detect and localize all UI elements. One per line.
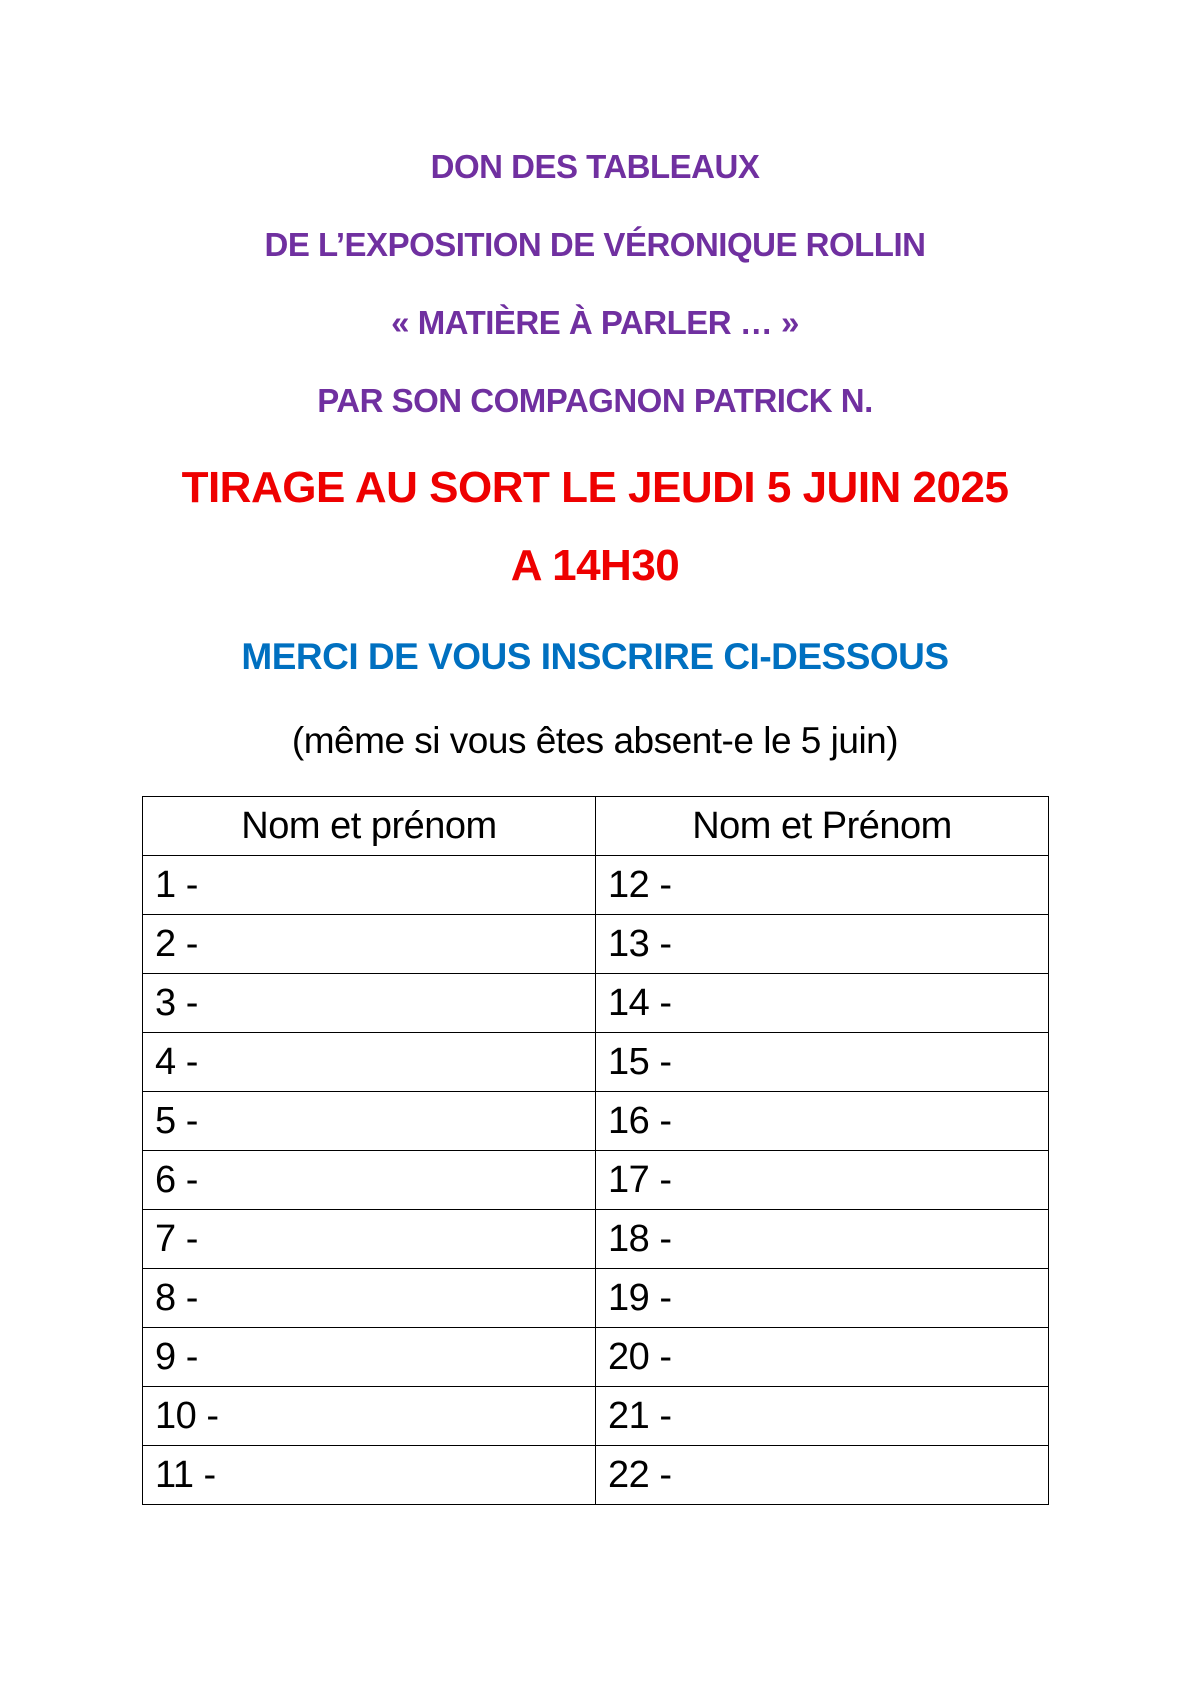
signup-cell[interactable]: 2 - xyxy=(143,915,596,974)
signup-cell[interactable]: 19 - xyxy=(596,1269,1049,1328)
signup-cell[interactable]: 13 - xyxy=(596,915,1049,974)
signup-note: (même si vous êtes absent-e le 5 juin) xyxy=(291,720,899,761)
exhibition-name: « MATIÈRE À PARLER … » xyxy=(391,304,799,341)
signup-cell[interactable]: 1 - xyxy=(143,856,596,915)
column-header-right: Nom et Prénom xyxy=(596,797,1049,856)
signup-table xyxy=(142,796,1049,1505)
table-row xyxy=(143,1269,1049,1328)
draw-time: A 14H30 xyxy=(510,541,680,590)
draw-date: TIRAGE AU SORT LE JEUDI 5 JUIN 2025 xyxy=(181,463,1009,512)
signup-cell[interactable]: 18 - xyxy=(596,1210,1049,1269)
table-row xyxy=(143,974,1049,1033)
table-row xyxy=(143,1387,1049,1446)
table-row xyxy=(143,1033,1049,1092)
title-line-4: PAR SON COMPAGNON PATRICK N. xyxy=(317,382,873,419)
signup-cell[interactable]: 7 - xyxy=(143,1210,596,1269)
title-line-1: DON DES TABLEAUX xyxy=(430,148,760,185)
signup-cell[interactable]: 9 - xyxy=(143,1328,596,1387)
table-row xyxy=(143,856,1049,915)
signup-cell[interactable]: 8 - xyxy=(143,1269,596,1328)
signup-cell[interactable]: 11 - xyxy=(143,1446,596,1505)
signup-cell[interactable]: 10 - xyxy=(143,1387,596,1446)
signup-cell[interactable]: 5 - xyxy=(143,1092,596,1151)
signup-cell[interactable]: 21 - xyxy=(596,1387,1049,1446)
signup-cell[interactable]: 14 - xyxy=(596,974,1049,1033)
signup-cell[interactable]: 22 - xyxy=(596,1446,1049,1505)
signup-cell[interactable]: 6 - xyxy=(143,1151,596,1210)
table-row xyxy=(143,1092,1049,1151)
table-row xyxy=(143,1446,1049,1505)
table-row xyxy=(143,1151,1049,1210)
table-row xyxy=(143,915,1049,974)
title-line-2: DE L’EXPOSITION DE VÉRONIQUE ROLLIN xyxy=(264,226,926,263)
table-header-row xyxy=(143,797,1049,856)
column-header-left: Nom et prénom xyxy=(143,797,596,856)
signup-call-to-action: MERCI DE VOUS INSCRIRE CI-DESSOUS xyxy=(241,636,949,677)
signup-cell[interactable]: 3 - xyxy=(143,974,596,1033)
table-row xyxy=(143,1328,1049,1387)
signup-cell[interactable]: 12 - xyxy=(596,856,1049,915)
signup-cell[interactable]: 4 - xyxy=(143,1033,596,1092)
table-row xyxy=(143,1210,1049,1269)
signup-cell[interactable]: 17 - xyxy=(596,1151,1049,1210)
signup-cell[interactable]: 20 - xyxy=(596,1328,1049,1387)
signup-cell[interactable]: 16 - xyxy=(596,1092,1049,1151)
signup-cell[interactable]: 15 - xyxy=(596,1033,1049,1092)
